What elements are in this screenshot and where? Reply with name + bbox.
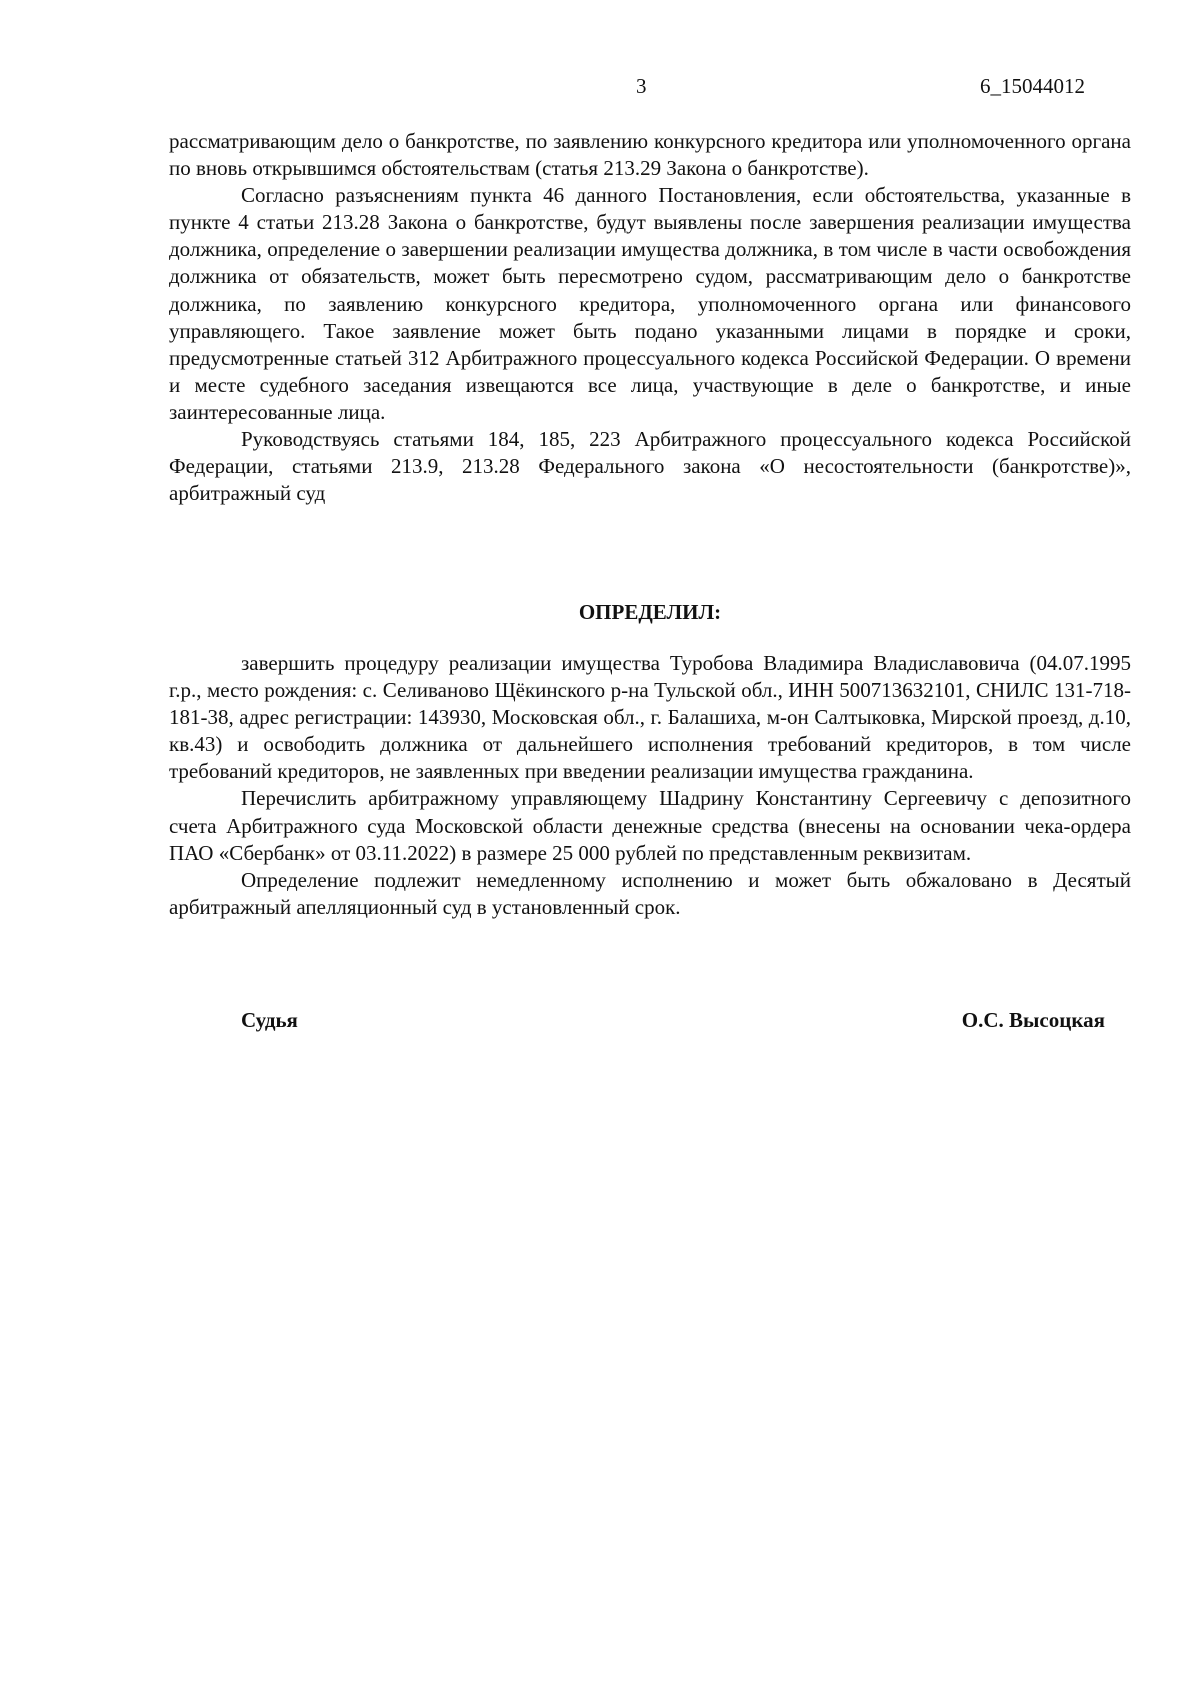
decision-text <box>169 650 1131 921</box>
page-number: 3 <box>636 74 647 98</box>
body-paragraph: Руководствуясь статьями 184, 185, 223 Арбитражного процессуального кодекса Российской Федерации, статьями 213.9, 213.28 Федерального закона «О несостоятельности (банкротстве)», арбитражный суд <box>169 427 1131 506</box>
signature-name: О.С. Высоцкая <box>961 1008 1105 1032</box>
body-paragraph: Согласно разъяснениям пункта 46 данного Постановления, если обстоятельства, указанные в пункте 4 статьи 213.28 Закона о банкротстве, будут выявлены после завершения реализации имущества должника, определение о завершении реализации имущества должника, в том числе в части освобождения должника от обязательств, может быть пересмотрено судом, рассматривающим дело о банкротстве должника, по заявлению конкурсного кредитора, уполномоченного органа или финансового управляющего. Такое заявление может быть подано указанными лицами в порядке и сроки, предусмотренные статьей 312 Арбитражного процессуального кодекса Российской Федерации. О времени и месте судебного заседания извещаются все лица, участвующие в деле о банкротстве, и иные заинтересованные лица. <box>169 183 1131 424</box>
case-number: 6_15044012 <box>980 74 1085 98</box>
body-text <box>169 128 1131 507</box>
decision-paragraph: завершить процедуру реализации имущества Туробова Владимира Владиславовича (04.07.1995 г.р., место рождения: с. Селиваново Щёкинского р-на Тульской обл., ИНН 500713632101, СНИЛС 131-718-181-38, адрес регистрации: 143930, Московская обл., г. Балашиха, м-он Салтыковка, Мирской проезд, д.10, кв.43) и освободить должника от дальнейшего исполнения требований кредиторов, в том числе требований кредиторов, не заявленных при введении реализации имущества гражданина. <box>169 651 1131 784</box>
body-paragraph: рассматривающим дело о банкротстве, по заявлению конкурсного кредитора или уполномоченного органа по вновь открывшимся обстоятельствам (статья 213.29 Закона о банкротстве). <box>169 129 1131 181</box>
signature-role: Судья <box>241 1008 298 1032</box>
decision-paragraph: Перечислить арбитражному управляющему Шадрину Константину Сергеевичу с депозитного счета Арбитражного суда Московской области денежные средства (внесены на основании чека-ордера ПАО «Сбербанк» от 03.11.2022) в размере 25 000 рублей по представленным реквизитам. <box>169 786 1131 865</box>
decision-heading: ОПРЕДЕЛИЛ: <box>578 600 722 624</box>
decision-paragraph: Определение подлежит немедленному исполнению и может быть обжаловано в Десятый арбитражный апелляционный суд в установленный срок. <box>169 867 1131 919</box>
